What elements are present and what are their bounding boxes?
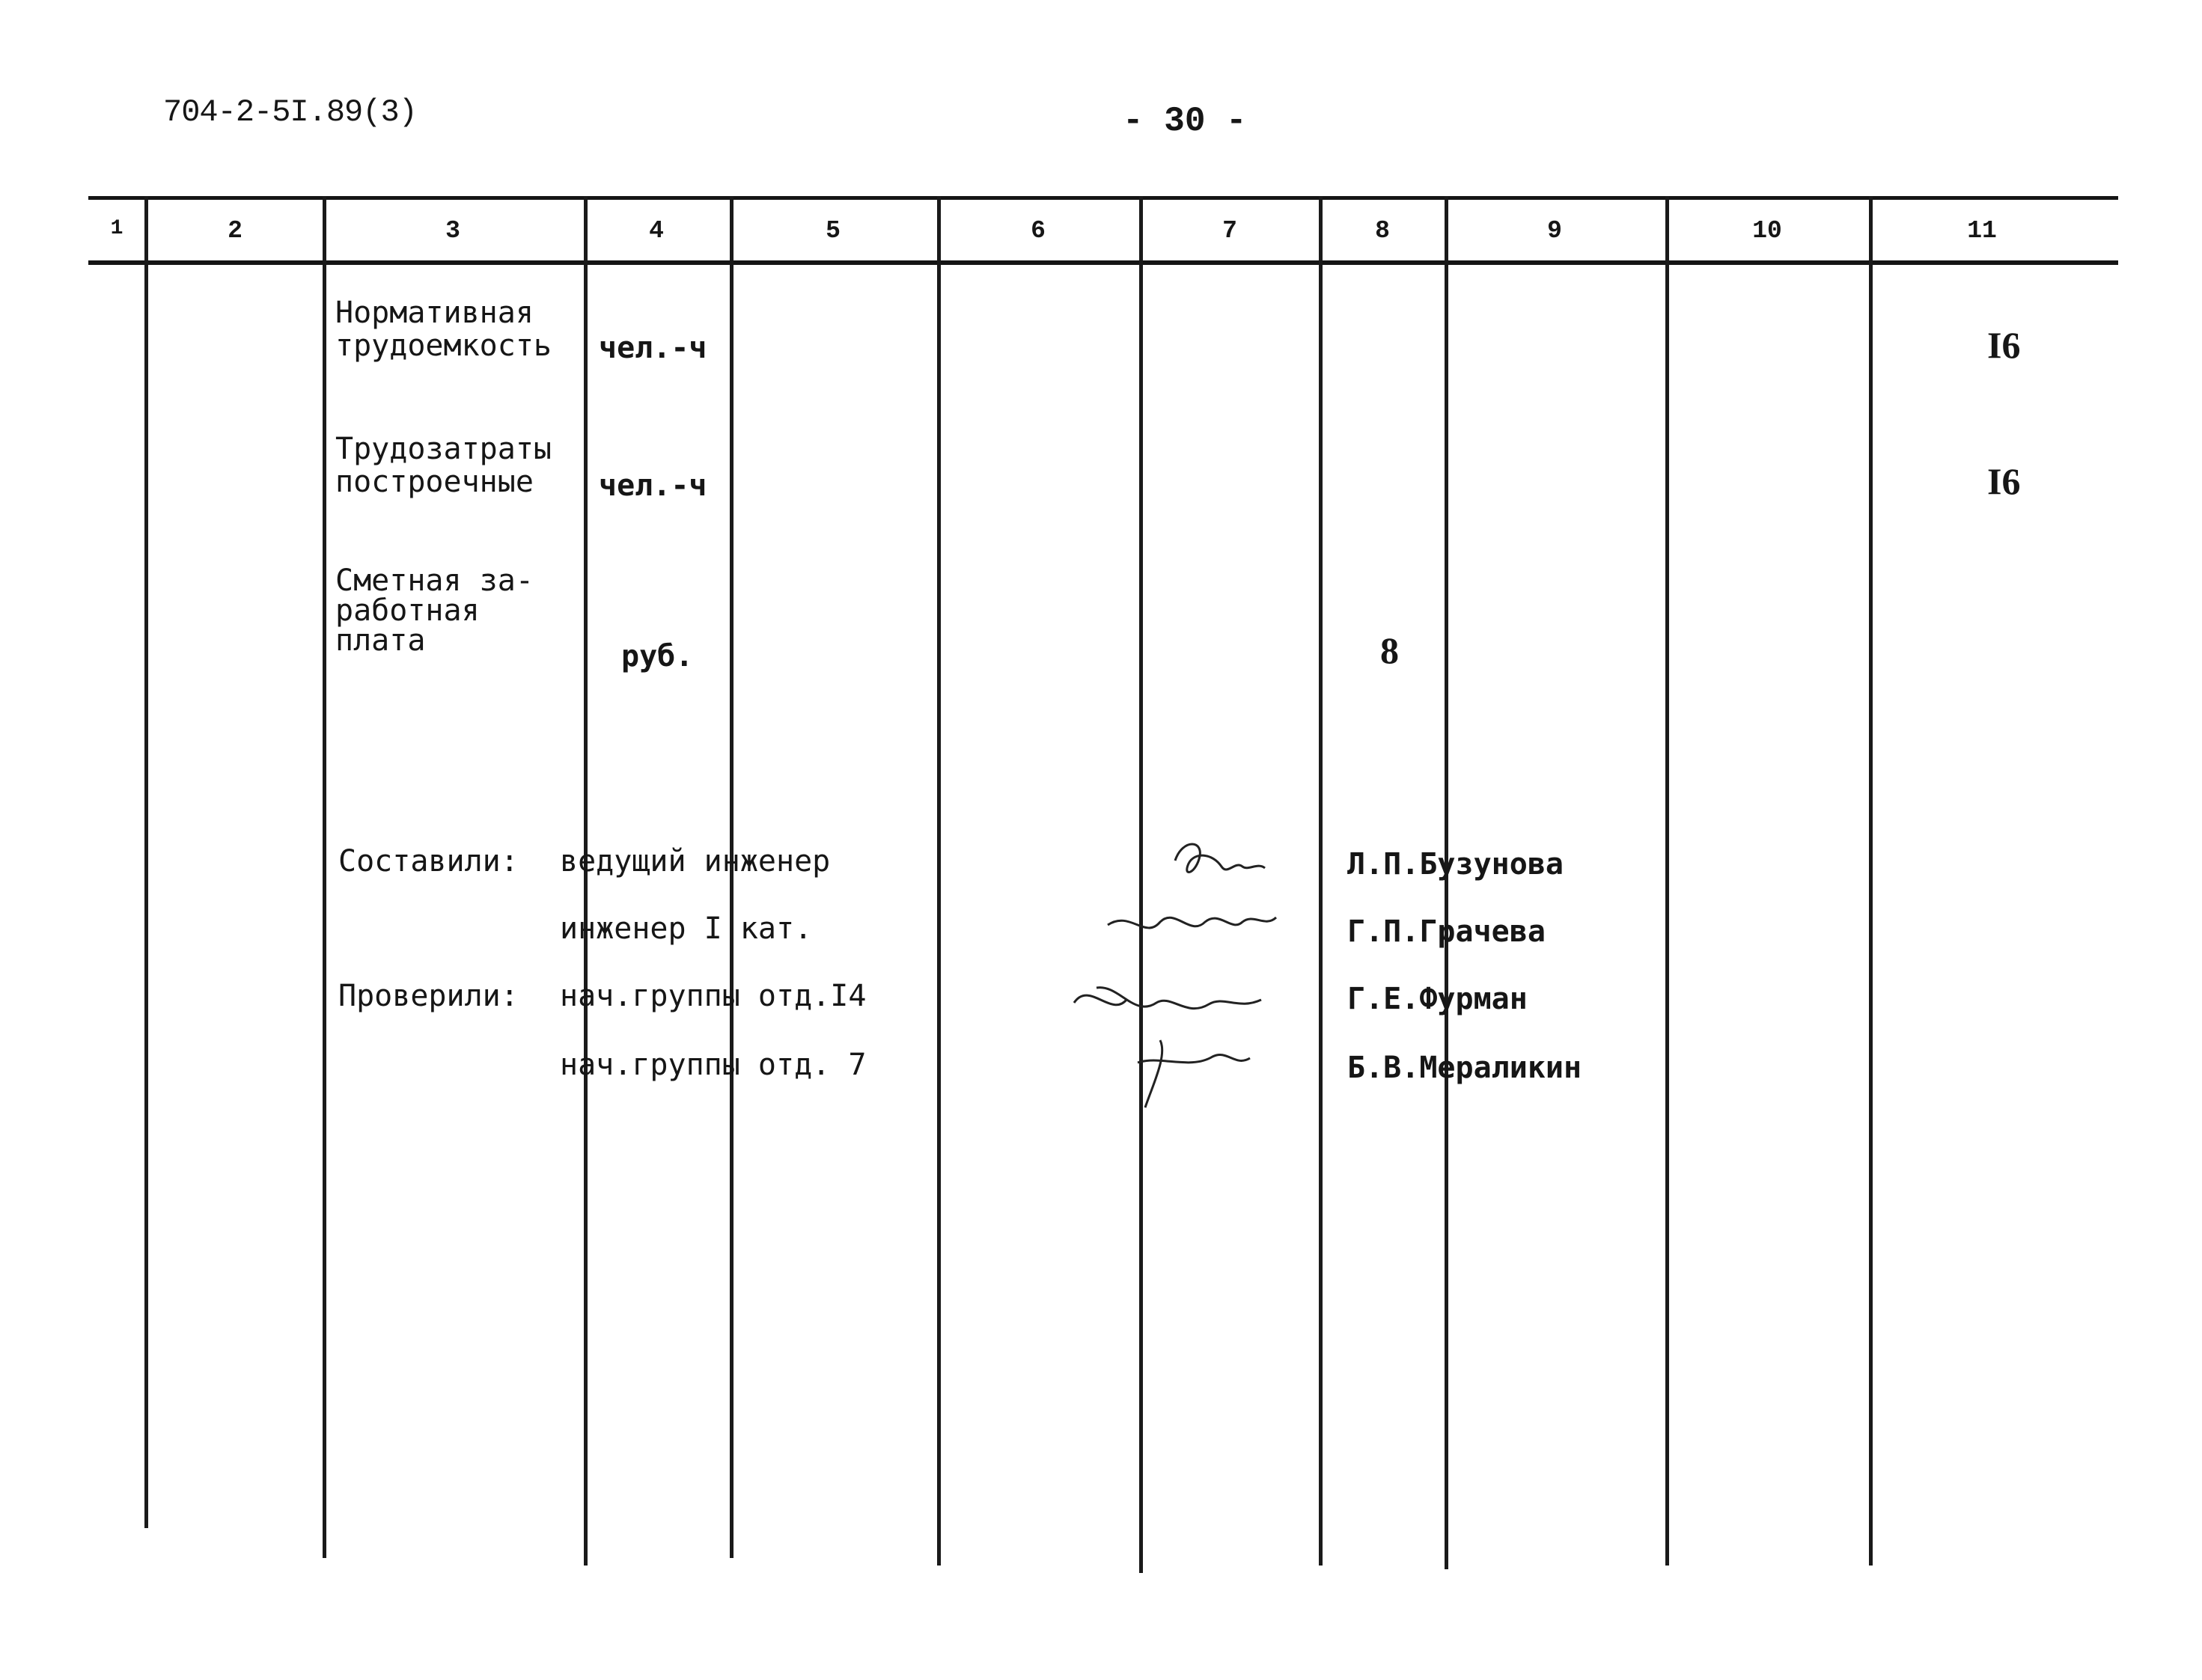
row-name-construction-labor: Трудозатраты построечные [335,432,552,499]
position-1: ведущий инженер [560,844,831,879]
column-number-4: 4 [649,217,664,245]
signatory-name-4: Б.В.Мераликин [1347,1051,1582,1085]
checked-label: Проверили: [338,979,519,1013]
signatory-name-2: Г.П.Грачева [1347,914,1546,949]
handwritten-signature-3 [1067,973,1276,1040]
column-number-3: 3 [445,217,460,245]
column-divider-8 [1445,196,1448,1569]
row-value-col8-estimated-wages: 8 [1380,629,1399,671]
table-top-rule [88,196,2118,200]
column-divider-2 [323,196,326,1558]
position-2: инженер I кат. [560,911,813,946]
column-divider-5 [937,196,941,1566]
column-number-9: 9 [1547,217,1562,245]
column-divider-10 [1869,196,1873,1566]
compiled-label: Составили: [338,844,519,879]
row-value-col11-normative-labor: I6 [1987,324,2021,366]
table-header-rule [88,260,2118,265]
row-unit-normative-labor: чел.-ч [599,331,707,365]
column-divider-9 [1665,196,1669,1566]
column-number-2: 2 [228,217,243,245]
column-divider-1 [144,196,148,1528]
column-number-6: 6 [1031,217,1046,245]
signatory-name-1: Л.П.Бузунова [1347,847,1564,882]
handwritten-signature-2 [1100,895,1287,955]
page-number: - 30 - [1123,102,1247,141]
column-number-11: 11 [1967,217,1997,245]
position-4: нач.группы отд. 7 [560,1048,867,1082]
handwritten-signature-4 [1108,1033,1272,1115]
position-3: нач.группы отд.I4 [560,979,867,1013]
signatory-name-3: Г.Е.Фурман [1347,982,1528,1016]
column-number-5: 5 [826,217,841,245]
row-value-col11-construction-labor: I6 [1987,460,2021,502]
handwritten-signature-1 [1153,831,1287,898]
column-number-10: 10 [1752,217,1782,245]
row-unit-construction-labor: чел.-ч [599,468,707,503]
row-unit-estimated-wages: руб. [621,639,694,673]
row-name-estimated-wages: Сметная за- работная плата [335,563,534,658]
column-number-7: 7 [1222,217,1237,245]
column-divider-7 [1319,196,1323,1566]
document-code: 704-2-5I.89(3) [163,94,417,130]
column-number-1: 1 [110,217,123,240]
column-divider-6 [1139,196,1143,1573]
row-name-normative-labor: Нормативная трудоемкость [335,296,552,363]
column-divider-3 [584,196,588,1566]
column-number-8: 8 [1375,217,1390,245]
